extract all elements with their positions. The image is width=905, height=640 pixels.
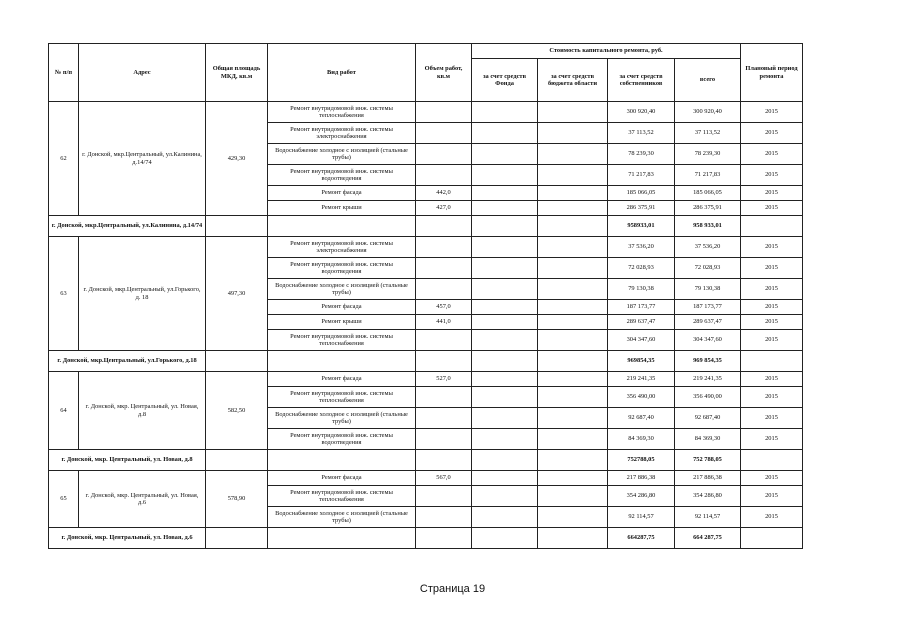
header-region: за счет средств бюджета области — [538, 59, 608, 102]
row-work: Ремонт фасада — [268, 300, 416, 315]
row-area: 429,30 — [206, 102, 268, 216]
row-volume — [416, 165, 472, 186]
row-total: 78 239,30 — [675, 144, 741, 165]
row-volume: 527,0 — [416, 372, 472, 387]
row-fund — [472, 186, 538, 201]
row-region — [538, 186, 608, 201]
summary-owners: 969854,35 — [608, 351, 675, 372]
row-owners: 72 028,93 — [608, 258, 675, 279]
header-area: Общая площадь МКД, кв.м — [206, 44, 268, 102]
row-owners: 354 286,80 — [608, 486, 675, 507]
row-number: 65 — [49, 471, 79, 528]
summary-area — [206, 450, 268, 471]
summary-fund — [472, 216, 538, 237]
row-region — [538, 408, 608, 429]
row-total: 354 286,80 — [675, 486, 741, 507]
row-fund — [472, 201, 538, 216]
row-volume — [416, 102, 472, 123]
row-work: Ремонт внутридомовой инж. системы водоотведения — [268, 258, 416, 279]
summary-owners: 958933,01 — [608, 216, 675, 237]
row-period: 2015 — [741, 237, 803, 258]
row-period: 2015 — [741, 201, 803, 216]
header-owners: за счет средств собственников — [608, 59, 675, 102]
summary-owners: 664287,75 — [608, 528, 675, 549]
row-region — [538, 507, 608, 528]
row-owners: 78 239,30 — [608, 144, 675, 165]
row-owners: 356 490,00 — [608, 387, 675, 408]
summary-volume — [416, 351, 472, 372]
row-work: Ремонт внутридомовой инж. системы электроснабжения — [268, 237, 416, 258]
summary-fund — [472, 528, 538, 549]
row-region — [538, 201, 608, 216]
summary-work — [268, 351, 416, 372]
table-row — [49, 372, 803, 387]
row-owners: 37 113,52 — [608, 123, 675, 144]
row-fund — [472, 387, 538, 408]
row-work: Водоснабжение холодное с изоляцией (стальные трубы) — [268, 144, 416, 165]
summary-address: г. Донской, мкр.Центральный, ул.Горького, д.18 — [49, 351, 206, 372]
row-period: 2015 — [741, 372, 803, 387]
row-volume — [416, 387, 472, 408]
row-region — [538, 486, 608, 507]
row-region — [538, 300, 608, 315]
row-total: 72 028,93 — [675, 258, 741, 279]
row-owners: 289 637,47 — [608, 315, 675, 330]
row-work: Водоснабжение холодное с изоляцией (стальные трубы) — [268, 507, 416, 528]
header-address: Адрес — [79, 44, 206, 102]
row-address: г. Донской, мкр. Центральный, ул. Новая, д.6 — [79, 471, 206, 528]
row-region — [538, 471, 608, 486]
row-period: 2015 — [741, 486, 803, 507]
row-total: 300 920,40 — [675, 102, 741, 123]
header-fund: за счет средств Фонда — [472, 59, 538, 102]
summary-area — [206, 216, 268, 237]
row-period: 2015 — [741, 165, 803, 186]
row-period: 2015 — [741, 300, 803, 315]
row-period: 2015 — [741, 429, 803, 450]
summary-period — [741, 528, 803, 549]
row-total: 304 347,60 — [675, 330, 741, 351]
row-fund — [472, 144, 538, 165]
row-owners: 92 687,40 — [608, 408, 675, 429]
row-total: 185 066,05 — [675, 186, 741, 201]
row-volume: 441,0 — [416, 315, 472, 330]
summary-period — [741, 450, 803, 471]
row-volume — [416, 237, 472, 258]
row-region — [538, 279, 608, 300]
header-work: Вид работ — [268, 44, 416, 102]
row-total: 92 687,40 — [675, 408, 741, 429]
row-fund — [472, 315, 538, 330]
row-period: 2015 — [741, 471, 803, 486]
row-work: Ремонт внутридомовой инж. системы теплоснабжения — [268, 486, 416, 507]
row-region — [538, 144, 608, 165]
row-work: Ремонт внутридомовой инж. системы водоотведения — [268, 165, 416, 186]
row-volume — [416, 279, 472, 300]
row-fund — [472, 471, 538, 486]
summary-region — [538, 216, 608, 237]
summary-row — [49, 216, 803, 237]
row-work: Ремонт фасада — [268, 471, 416, 486]
summary-work — [268, 216, 416, 237]
row-period: 2015 — [741, 279, 803, 300]
row-fund — [472, 429, 538, 450]
row-work: Ремонт крыши — [268, 315, 416, 330]
row-region — [538, 237, 608, 258]
summary-region — [538, 450, 608, 471]
summary-period — [741, 216, 803, 237]
table-row — [49, 102, 803, 123]
row-fund — [472, 372, 538, 387]
row-volume — [416, 408, 472, 429]
row-total: 92 114,57 — [675, 507, 741, 528]
row-total: 217 886,38 — [675, 471, 741, 486]
row-total: 84 369,30 — [675, 429, 741, 450]
row-volume: 457,0 — [416, 300, 472, 315]
row-region — [538, 387, 608, 408]
row-fund — [472, 330, 538, 351]
row-fund — [472, 279, 538, 300]
row-owners: 187 173,77 — [608, 300, 675, 315]
row-volume — [416, 144, 472, 165]
row-period: 2015 — [741, 102, 803, 123]
summary-area — [206, 528, 268, 549]
row-total: 79 130,38 — [675, 279, 741, 300]
row-number: 62 — [49, 102, 79, 216]
row-total: 289 637,47 — [675, 315, 741, 330]
summary-total: 752 788,05 — [675, 450, 741, 471]
row-owners: 219 241,35 — [608, 372, 675, 387]
row-region — [538, 102, 608, 123]
row-fund — [472, 165, 538, 186]
summary-area — [206, 351, 268, 372]
row-fund — [472, 102, 538, 123]
row-region — [538, 258, 608, 279]
row-work: Водоснабжение холодное с изоляцией (стальные трубы) — [268, 408, 416, 429]
summary-total: 969 854,35 — [675, 351, 741, 372]
summary-volume — [416, 216, 472, 237]
table-header — [49, 44, 803, 102]
summary-fund — [472, 450, 538, 471]
table-body — [49, 102, 803, 549]
row-region — [538, 123, 608, 144]
row-owners: 300 920,40 — [608, 102, 675, 123]
summary-total: 958 933,01 — [675, 216, 741, 237]
row-work: Ремонт внутридомовой инж. системы водоотведения — [268, 429, 416, 450]
row-address: г. Донской, мкр. Центральный, ул. Новая, д.8 — [79, 372, 206, 450]
row-number: 63 — [49, 237, 79, 351]
row-volume — [416, 507, 472, 528]
header-period: Плановый период ремонта — [741, 44, 803, 102]
row-period: 2015 — [741, 258, 803, 279]
row-fund — [472, 507, 538, 528]
row-region — [538, 315, 608, 330]
row-owners: 185 066,05 — [608, 186, 675, 201]
summary-address: г. Донской, мкр. Центральный, ул. Новая, д.8 — [49, 450, 206, 471]
row-owners: 79 130,38 — [608, 279, 675, 300]
row-region — [538, 429, 608, 450]
repair-table — [48, 43, 803, 549]
row-total: 286 375,91 — [675, 201, 741, 216]
row-volume: 442,0 — [416, 186, 472, 201]
row-volume: 567,0 — [416, 471, 472, 486]
row-total: 37 113,52 — [675, 123, 741, 144]
row-owners: 84 369,30 — [608, 429, 675, 450]
row-fund — [472, 258, 538, 279]
row-work: Ремонт внутридомовой инж. системы электроснабжения — [268, 123, 416, 144]
row-work: Ремонт внутридомовой инж. системы теплоснабжения — [268, 387, 416, 408]
row-area: 578,90 — [206, 471, 268, 528]
summary-region — [538, 528, 608, 549]
row-region — [538, 330, 608, 351]
row-work: Ремонт внутридомовой инж. системы теплоснабжения — [268, 102, 416, 123]
summary-volume — [416, 450, 472, 471]
row-work: Водоснабжение холодное с изоляцией (стальные трубы) — [268, 279, 416, 300]
row-fund — [472, 300, 538, 315]
row-fund — [472, 237, 538, 258]
summary-work — [268, 528, 416, 549]
row-volume — [416, 123, 472, 144]
row-fund — [472, 408, 538, 429]
summary-row — [49, 351, 803, 372]
summary-work — [268, 450, 416, 471]
summary-region — [538, 351, 608, 372]
row-period: 2015 — [741, 315, 803, 330]
page-number: Страница 19 — [419, 583, 486, 595]
summary-row — [49, 450, 803, 471]
row-owners: 286 375,91 — [608, 201, 675, 216]
row-period: 2015 — [741, 144, 803, 165]
header-cost-group: Стоимость капитального ремонта, руб. — [472, 44, 741, 59]
row-period: 2015 — [741, 330, 803, 351]
row-volume — [416, 258, 472, 279]
row-region — [538, 165, 608, 186]
header-volume: Объем работ, кв.м — [416, 44, 472, 102]
row-owners: 92 114,57 — [608, 507, 675, 528]
row-period: 2015 — [741, 408, 803, 429]
table-row — [49, 237, 803, 258]
row-total: 187 173,77 — [675, 300, 741, 315]
summary-address: г. Донской, мкр.Центральный, ул.Калинина, д.14/74 — [49, 216, 206, 237]
summary-volume — [416, 528, 472, 549]
summary-row — [49, 528, 803, 549]
row-number: 64 — [49, 372, 79, 450]
row-work: Ремонт фасада — [268, 186, 416, 201]
row-owners: 71 217,83 — [608, 165, 675, 186]
row-area: 582,50 — [206, 372, 268, 450]
row-address: г. Донской, мкр.Центральный, ул.Калинина, д.14/74 — [79, 102, 206, 216]
row-owners: 37 536,20 — [608, 237, 675, 258]
table-row — [49, 471, 803, 486]
row-period: 2015 — [741, 387, 803, 408]
row-total: 356 490,00 — [675, 387, 741, 408]
row-work: Ремонт фасада — [268, 372, 416, 387]
row-volume — [416, 330, 472, 351]
summary-address: г. Донской, мкр. Центральный, ул. Новая, д.6 — [49, 528, 206, 549]
header-total: всего — [675, 59, 741, 102]
summary-total: 664 287,75 — [675, 528, 741, 549]
row-period: 2015 — [741, 186, 803, 201]
row-work: Ремонт внутридомовой инж. системы теплоснабжения — [268, 330, 416, 351]
row-volume — [416, 486, 472, 507]
row-total: 71 217,83 — [675, 165, 741, 186]
row-total: 219 241,35 — [675, 372, 741, 387]
row-region — [538, 372, 608, 387]
header-num: № п/п — [49, 44, 79, 102]
row-volume: 427,0 — [416, 201, 472, 216]
row-fund — [472, 486, 538, 507]
summary-fund — [472, 351, 538, 372]
row-volume — [416, 429, 472, 450]
row-period: 2015 — [741, 123, 803, 144]
row-period: 2015 — [741, 507, 803, 528]
row-address: г. Донской, мкр.Центральный, ул.Горького, д. 18 — [79, 237, 206, 351]
row-owners: 217 886,38 — [608, 471, 675, 486]
row-owners: 304 347,60 — [608, 330, 675, 351]
row-work: Ремонт крыши — [268, 201, 416, 216]
summary-owners: 752788,05 — [608, 450, 675, 471]
summary-period — [741, 351, 803, 372]
row-fund — [472, 123, 538, 144]
row-total: 37 536,20 — [675, 237, 741, 258]
row-area: 497,30 — [206, 237, 268, 351]
